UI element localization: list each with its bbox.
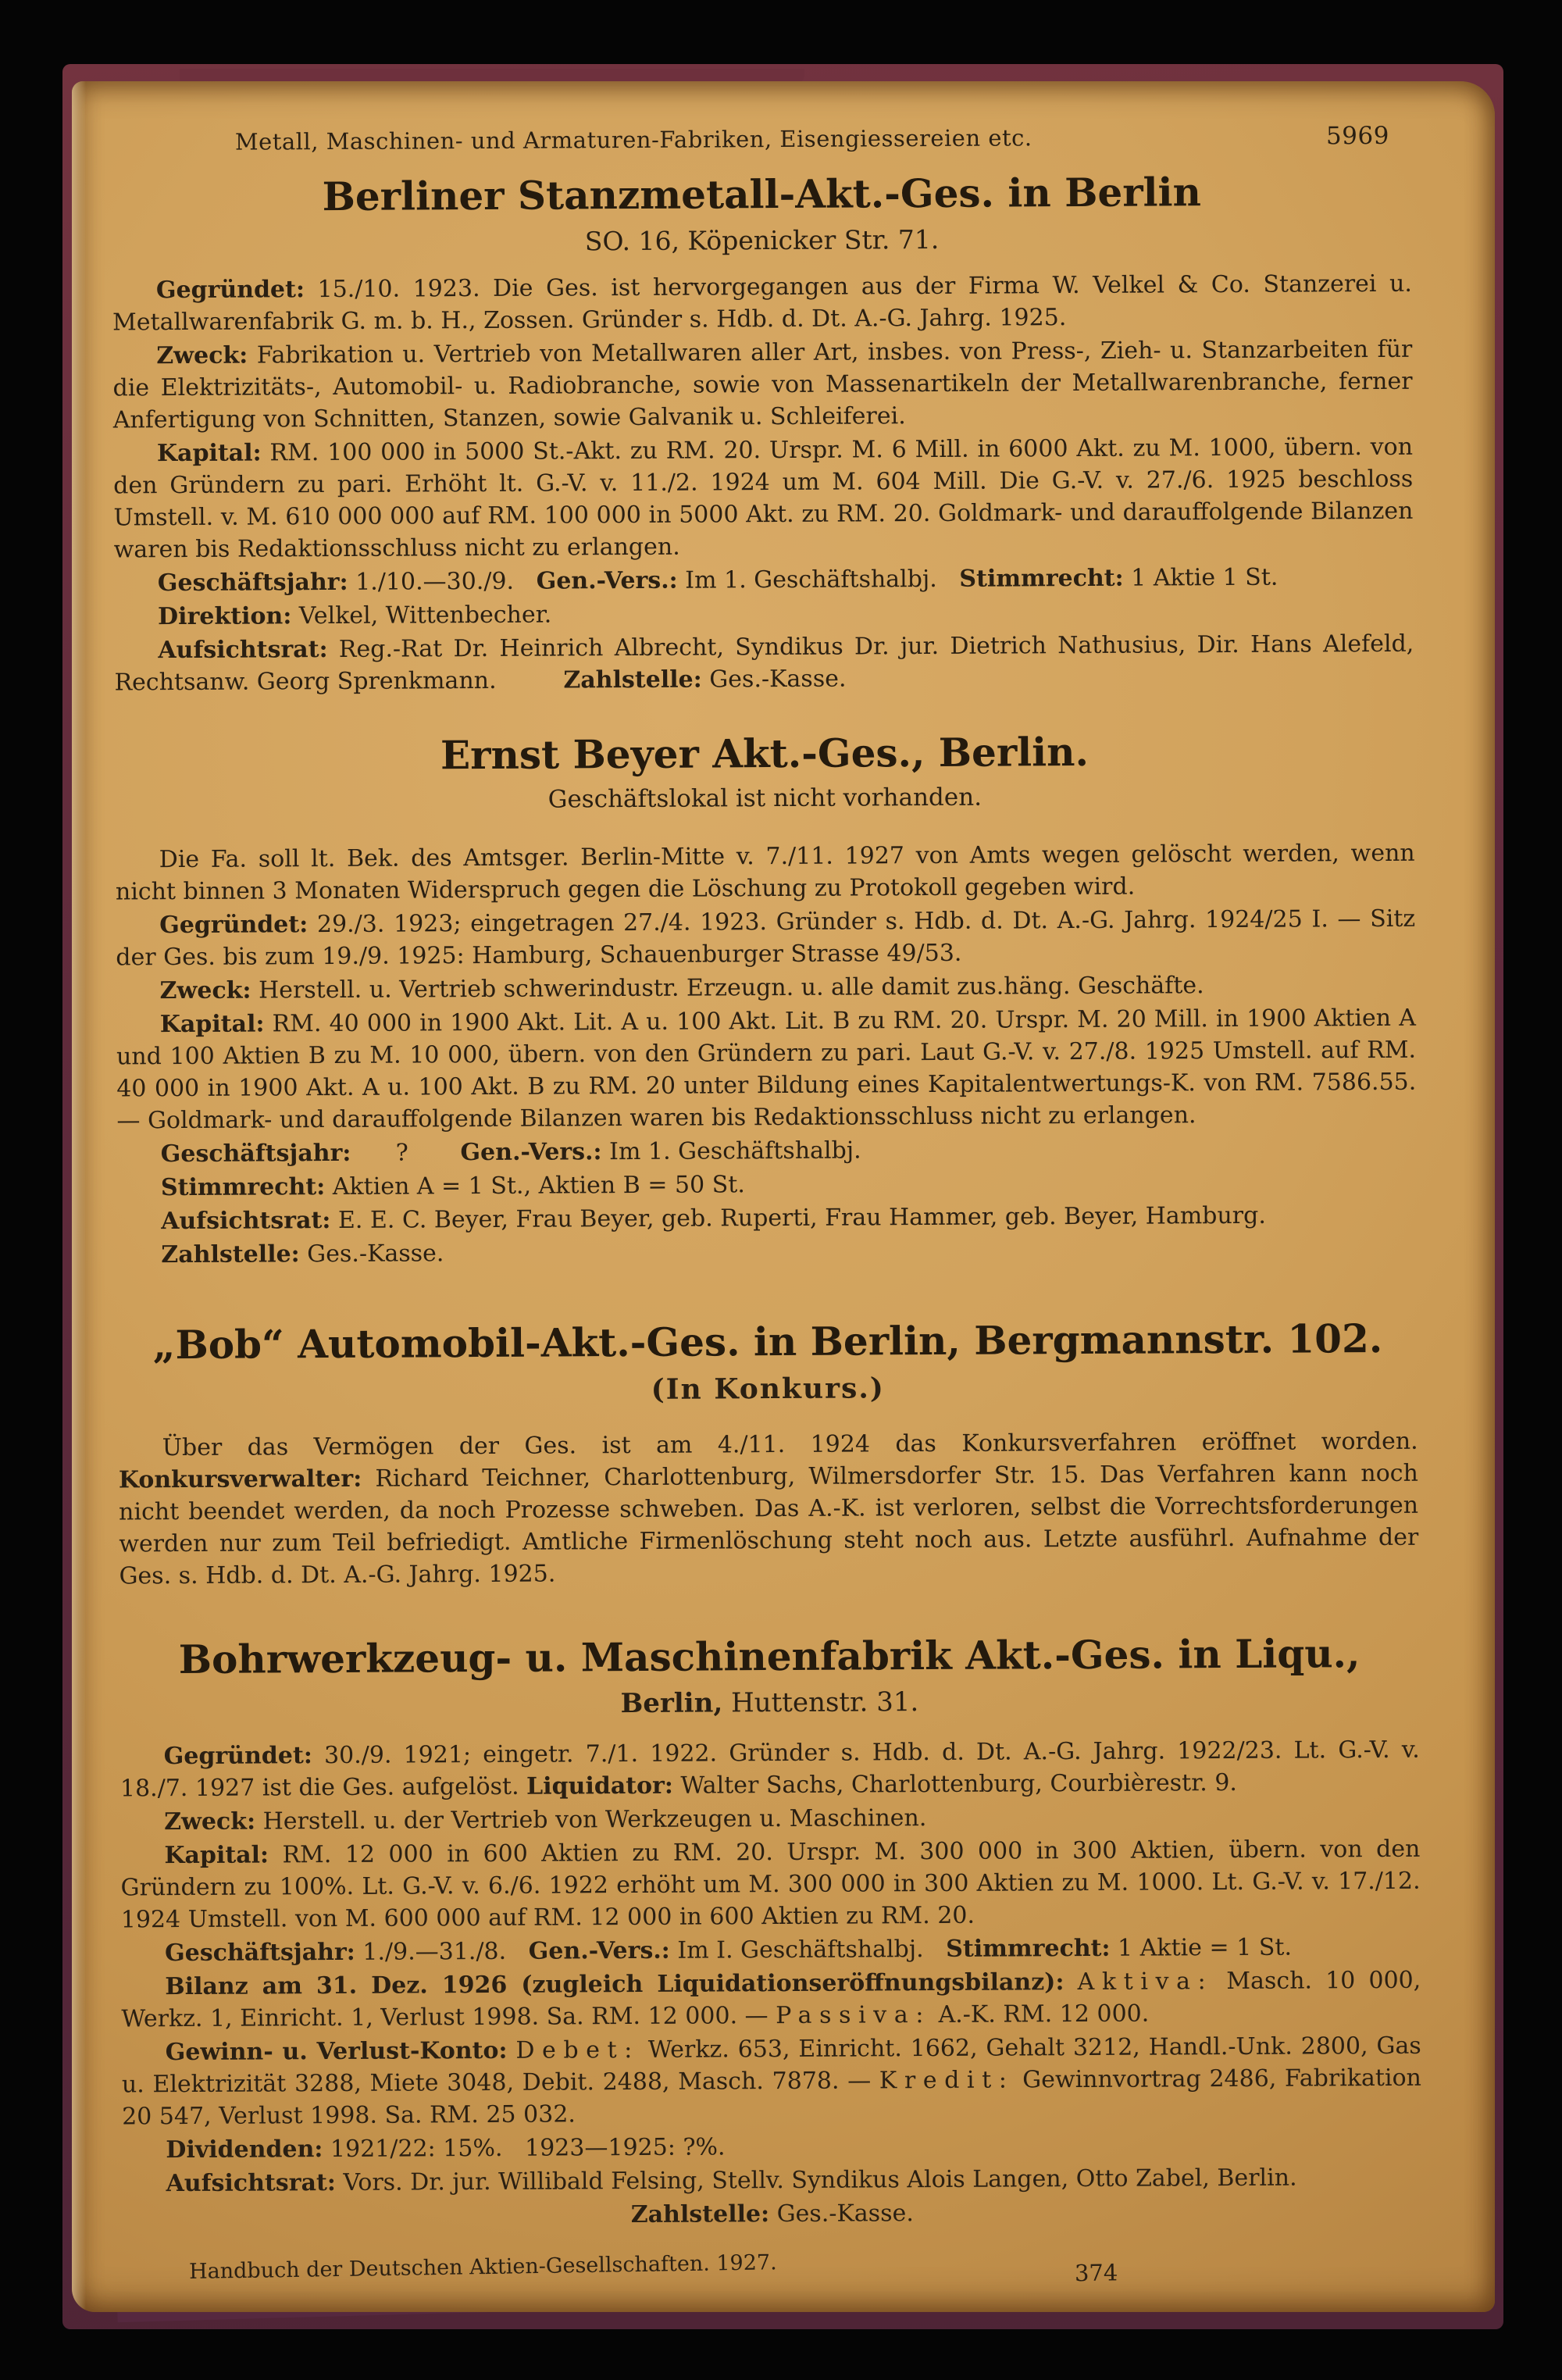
entry-paragraph xyxy=(117,1199,1417,1238)
body-text: 1./10.—30./9. xyxy=(348,567,537,596)
label-text: Geschäftsjahr: xyxy=(157,568,348,598)
entry-paragraph xyxy=(114,561,1414,600)
label-text: Berlin, xyxy=(620,1687,723,1720)
body-text: Reg.-Rat Dr. Heinrich Albrecht, Syndikus Dr. jur. Dietrich Nathusius, Dir. Hans Alefeld, Rechtsanw. Georg Sprenkmann. xyxy=(114,630,1414,697)
entry-paragraph xyxy=(120,1734,1420,1805)
body-text: RM. 40 000 in 1900 Akt. Lit. A u. 100 Akt. Lit. B zu RM. 20. Urspr. M. 20 Mill. in 1900 Aktien A und 100 Aktien B zu M. 10 000, übern. von den Gründern zu pari. Laut G.-V. v. 27./8. 1925 Umstell. auf RM. 40 000 in 1900 Akt. A u. 100 Akt. B zu RM. 20 unter Bildung eines Kapitalentwertungs-K. von RM. 7586.55. — Goldmark- und darauffolgende Bilanzen waren bis Redaktionsschluss nicht zu erlangen. xyxy=(116,1004,1417,1135)
body-text: Ges.-Kasse. xyxy=(701,665,847,694)
body-text: Vors. Dr. jur. Willibald Felsing, Stellv. Syndikus Alois Langen, Otto Zabel, Berlin. xyxy=(335,2164,1297,2197)
body-text: 1 Aktie = 1 St. xyxy=(1110,1933,1293,1962)
company-title: Ernst Beyer Akt.-Ges., Berlin. xyxy=(440,728,1089,779)
company-title: Berliner Stanzmetall-Akt.-Ges. in Berlin xyxy=(322,169,1202,220)
body-text: A.-K. RM. 12 000. xyxy=(930,2000,1150,2029)
entry-paragraph xyxy=(113,431,1414,566)
body-text: SO. 16, Köpenicker Str. 71. xyxy=(584,223,940,257)
body-text: Die Fa. soll lt. Bek. des Amtsger. Berlin-Mitte v. 7./11. 1927 von Amts wegen gelöscht werden, wenn nicht binnen 3 Monaten Widerspruch gegen die Löschung zu Protokoll gegeben wird. xyxy=(115,839,1415,906)
entry-paragraph xyxy=(114,594,1414,633)
body-text: Herstell. u. der Vertrieb von Werkzeugen u. Maschinen. xyxy=(255,1804,927,1836)
body-text: ? xyxy=(351,1139,461,1167)
body-text: 15./10. 1923. Die Ges. ist hervorgegangen aus der Firma W. Velkel & Co. Stanzerei u. Metallwarenfabrik G. m. b. H., Zossen. Gründer s. Hdb. d. Dt. A.-G. Jahrg. 1925. xyxy=(112,269,1412,337)
entries xyxy=(112,169,1422,2234)
body-text: Im 1. Geschäftshalbj. xyxy=(601,1136,861,1166)
label-text: Aufsichtsrat: xyxy=(158,636,328,665)
page-number: 5969 xyxy=(1325,121,1389,151)
entry-paragraph xyxy=(116,837,1415,908)
body-text: Werkz. 653, Einricht. 1662, Gehalt 3212, Handl.-Unk. 2800, Gas u. Elektrizität 3288, Miete 3048, Debit. 2488, Masch. 7878. — xyxy=(121,2032,1421,2099)
label-text: Stimmrecht: xyxy=(946,1934,1111,1963)
body-text: Huttenstr. 31. xyxy=(722,1686,919,1719)
label-text: Gegründet: xyxy=(159,911,308,940)
body-text: RM. 100 000 in 5000 St.-Akt. zu RM. 20. Urspr. M. 6 Mill. in 6000 Akt. zu M. 1000, übern. von den Gründern zu pari. Erhöht lt. G.-V. v. 11./2. 1924 um M. 604 Mill. Die G.-V. v. 27./6. 1925 beschloss Umstell. v. M. 610 000 000 auf RM. 100 000 in 5000 Akt. zu RM. 20. Goldmark- und darauffolgende Bilanzen waren bis Redaktionsschluss nicht zu erlangen. xyxy=(113,433,1414,564)
body-text: 30./9. 1921; eingetr. 7./1. 1922. Gründer s. Hdb. d. Dt. A.-G. Jahrg. 1922/23. Lt. G.-V. v. 18./7. 1927 ist die Ges. aufgelöst. xyxy=(119,1736,1420,1803)
body-text: RM. 12 000 in 600 Aktien zu RM. 20. Urspr. M. 300 000 in 300 Aktien, übern. von den Gründern zu 100%. Lt. G.-V. v. 6./6. 1922 erhöht um M. 300 000 in 300 Aktien zu M. 1000. Lt. G.-V. v. 17./12. 1924 Umstell. von M. 600 000 auf RM. 12 000 in 600 Aktien zu RM. 20. xyxy=(120,1835,1421,1934)
company-subtitle xyxy=(112,222,1411,259)
entry-paragraph xyxy=(122,2030,1422,2133)
entry-paragraph xyxy=(116,969,1416,1008)
company-entry xyxy=(118,1316,1419,1593)
entry-paragraph xyxy=(112,334,1413,437)
body-text: Herstell. u. Vertrieb schwerindustr. Erzeugn. u. alle damit zus.häng. Geschäfte. xyxy=(251,972,1204,1004)
spaced-label-text: Kredit: xyxy=(879,2066,1015,2095)
body-text: Über das Vermögen der Ges. ist am 4./11. 1924 das Konkursverfahren eröffnet worden. xyxy=(162,1427,1418,1462)
company-subtitle xyxy=(119,1684,1419,1722)
company-title: „Bob“ Automobil-Akt.-Ges. in Berlin, Bergmannstr. 102. xyxy=(152,1315,1383,1368)
body-text: Gewinnvortrag 2486, Fabrikation 20 547, Verlust 1998. Sa. RM. 25 032. xyxy=(122,2064,1422,2131)
entry-paragraph xyxy=(116,903,1415,974)
spaced-label-text: Debet: xyxy=(515,2036,640,2064)
label-text: Gen.-Vers.: xyxy=(460,1138,602,1167)
label-text: Dividenden: xyxy=(166,2136,323,2164)
company-subtitle xyxy=(115,781,1414,816)
book-page xyxy=(72,81,1495,2312)
label-text: Zweck: xyxy=(164,1807,256,1836)
body-text: 29./3. 1923; eingetragen 27./4. 1923. Gründer s. Hdb. d. Dt. A.-G. Jahrg. 1924/25 I. — Sitz der Ges. bis zum 19./9. 1925: Hamburg, Schauenburger Strasse 49/53. xyxy=(116,905,1416,972)
label-text: (In Konkurs.) xyxy=(651,1372,885,1406)
entry-paragraph xyxy=(123,2195,1422,2234)
label-text: Geschäftsjahr: xyxy=(164,1938,355,1968)
label-text: Gegründet: xyxy=(163,1742,312,1771)
spaced-label-text: Passiva: xyxy=(776,2001,932,2030)
body-text: Ges.-Kasse. xyxy=(769,2200,914,2228)
label-text: Zahlstelle: xyxy=(630,2200,770,2229)
entry-paragraph xyxy=(119,1426,1419,1593)
label-text: Gewinn- u. Verlust-Konto: xyxy=(165,2036,508,2067)
label-text: Kapital: xyxy=(164,1841,269,1870)
entry-paragraph xyxy=(117,1165,1417,1204)
company-entry xyxy=(115,728,1418,1272)
body-text: Ges.-Kasse. xyxy=(299,1240,444,1269)
entry-paragraph xyxy=(122,2161,1421,2200)
label-text: Konkursverwalter: xyxy=(118,1465,362,1494)
label-text: Gen.-Vers.: xyxy=(536,566,678,595)
label-text: Zweck: xyxy=(159,976,251,1005)
body-text: 1./9.—31./8. xyxy=(355,1937,529,1966)
body-text: Richard Teichner, Charlottenburg, Wilmersdorfer Str. 15. Das Verfahren kann noch nicht beendet werden, da noch Prozesse schweben. Das A.-K. ist verloren, selbst die Vorrechtsforderungen werden nur zum Teil befriedigt. Amtliche Firmenlöschung steht noch aus. Letzte ausführl. Aufnahme der Ges. s. Hdb. d. Dt. A.-G. Jahrg. 1925. xyxy=(119,1459,1419,1590)
company-entry xyxy=(119,1631,1422,2234)
body-text: Walter Sachs, Charlottenburg, Courbièrestr. 9. xyxy=(672,1768,1238,1800)
label-text: Stimmrecht: xyxy=(959,564,1124,593)
entry-paragraph xyxy=(121,1931,1421,1970)
body-text: Fabrikation u. Vertrieb von Metallwaren aller Art, insbes. von Press-, Zieh- u. Stanzarbeiten für die Elektrizitäts-, Automobil- u. Radiobranche, sowie von Massenartikeln der Metallwarenbranche, ferner Anfertigung von Schnitten, Stanzen, sowie Galvanik u. Schleiferei. xyxy=(112,335,1413,434)
company-title: Bohrwerkzeug- u. Maschinenfabrik Akt.-Ges. in Liqu., xyxy=(178,1630,1361,1683)
running-header-title: Metall, Maschinen- und Armaturen-Fabriken, Eisengiessereien etc. xyxy=(234,124,1032,155)
entry-paragraph xyxy=(122,2128,1421,2167)
label-text: Zahlstelle: xyxy=(161,1240,300,1269)
entry-paragraph xyxy=(121,1964,1421,2036)
label-text: Gen.-Vers.: xyxy=(528,1936,670,1965)
label-text: Direktion: xyxy=(158,602,292,631)
entry-paragraph xyxy=(112,268,1412,339)
company-entry xyxy=(112,169,1414,699)
body-text: Im 1. Geschäftshalbj. xyxy=(677,565,960,594)
label-text: Zahlstelle: xyxy=(563,665,702,694)
company-subtitle xyxy=(118,1369,1418,1409)
body-text: Geschäftslokal ist nicht vorhanden. xyxy=(547,783,982,814)
body-text: E. E. C. Beyer, Frau Beyer, geb. Ruperti, Frau Hammer, geb. Beyer, Hamburg. xyxy=(330,1201,1266,1235)
label-text: Aufsichtsrat: xyxy=(166,2169,336,2198)
footer-sheet-number: 374 xyxy=(1074,2259,1118,2287)
label-text: Zweck: xyxy=(156,341,248,370)
footer-book-title: Handbuch der Deutschen Aktien-Gesellschaften. 1927. xyxy=(188,2250,777,2285)
label-text: Gegründet: xyxy=(155,276,305,305)
entry-paragraph xyxy=(120,1800,1420,1839)
page-content xyxy=(72,81,1495,2312)
label-text: Geschäftsjahr: xyxy=(160,1139,351,1169)
entry-paragraph xyxy=(120,1833,1421,1936)
label-text: Stimmrecht: xyxy=(160,1173,326,1202)
body-text xyxy=(1064,1968,1077,1996)
body-text: Velkel, Wittenbecher. xyxy=(291,601,552,630)
body-text: 1921/22: 15%. 1923—1925: ?%. xyxy=(323,2133,726,2164)
entry-paragraph xyxy=(117,1233,1417,1272)
body-text: 1 Aktie 1 St. xyxy=(1123,563,1278,592)
running-header xyxy=(112,122,1411,157)
entry-paragraph xyxy=(117,1132,1417,1171)
label-text: Aufsichtsrat: xyxy=(161,1207,331,1236)
body-text xyxy=(507,2037,515,2064)
body-text: Im I. Geschäftshalbj. xyxy=(669,1935,947,1964)
body-text: Aktien A = 1 St., Aktien B = 50 St. xyxy=(325,1171,745,1201)
entry-paragraph xyxy=(116,1002,1417,1137)
label-text: Liquidator: xyxy=(526,1772,674,1800)
label-text: Bilanz am 31. Dez. 1926 (zugleich Liquidationseröffnungsbilanz): xyxy=(165,1968,1065,2001)
body-text: Masch. 10 000, Werkz. 1, Einricht. 1, Verlust 1998. Sa. RM. 12 000. — xyxy=(121,1966,1421,2033)
label-text: Kapital: xyxy=(156,439,262,468)
entry-paragraph xyxy=(114,628,1414,699)
label-text: Kapital: xyxy=(159,1010,265,1039)
spaced-label-text: Aktiva: xyxy=(1077,1968,1214,1996)
